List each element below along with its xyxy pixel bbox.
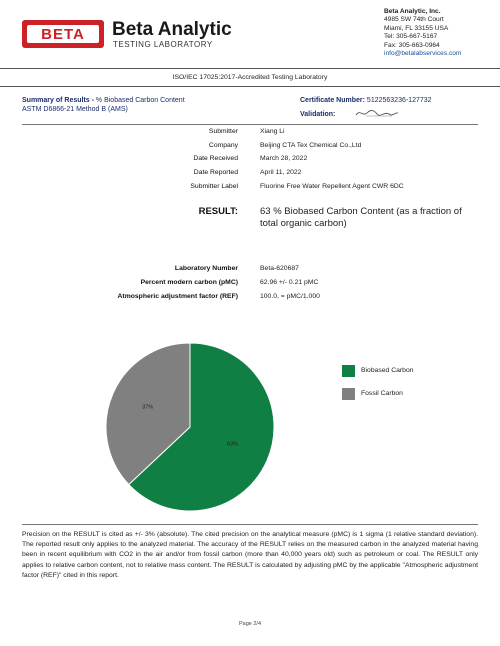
- contact-block: [384, 8, 461, 58]
- pmc-value: 62.96 +/- 0.21 pMC: [260, 279, 319, 286]
- summary-heading: [22, 97, 185, 114]
- contact-address-line2: Miami, FL 33155 USA: [384, 24, 449, 32]
- logo-text: BETA: [41, 25, 85, 43]
- pie-label-biobased: 63%: [226, 441, 238, 448]
- contact-email-link[interactable]: info@betalabservices.com: [384, 50, 462, 58]
- pmc-label: Percent modern carbon (pMC): [140, 279, 238, 286]
- validation-label: Validation:: [300, 111, 336, 118]
- validation-signature: [354, 108, 400, 118]
- legend-swatch-fossil: [342, 388, 355, 400]
- date-reported-value: April 11, 2022: [260, 169, 302, 176]
- page-number: Page 2/4: [238, 621, 262, 627]
- logo-inner: [27, 25, 99, 43]
- submitter-sample-value: Fluorine Free Water Repellent Agent CWR 6DC: [260, 183, 404, 190]
- result-value: 63 % Biobased Carbon Content (as a fraction of total organic carbon): [260, 206, 462, 229]
- contact-tel: Tel: 305-667-5167: [384, 33, 438, 41]
- legend-label-fossil: Fossil Carbon: [361, 390, 403, 397]
- ref-value: 100.0, = pMC/1.000: [260, 293, 320, 300]
- legend-label-biobased: Biobased Carbon: [361, 367, 414, 374]
- summary-title-bold: Summary of Results -: [22, 97, 94, 104]
- summary-title-rest: % Biobased Carbon Content: [93, 97, 185, 104]
- footer-divider: [22, 524, 478, 525]
- header-divider-top: [0, 68, 500, 69]
- result-label: RESULT:: [198, 206, 238, 217]
- certificate-line: [300, 97, 432, 104]
- summary-divider: [22, 124, 478, 125]
- brand-subtitle: TESTING LABORATORY: [113, 40, 213, 49]
- contact-fax: Fax: 305-663-0964: [384, 41, 440, 49]
- accreditation-line: ISO/IEC 17025:2017-Accredited Testing Laboratory: [172, 74, 328, 81]
- ref-label: Atmospheric adjustment factor (REF): [117, 293, 238, 300]
- submitter-value: Xiang Li: [260, 128, 285, 135]
- biobased-pie-chart: [100, 340, 280, 515]
- company-value: Beijing CTA Tex Chemical Co.,Ltd: [260, 142, 362, 149]
- certificate-label: Certificate Number:: [300, 97, 365, 104]
- submitter-sample-label: Submitter Label: [190, 183, 238, 190]
- pie-label-fossil: 37%: [142, 404, 154, 411]
- date-received-label: Date Received: [193, 155, 238, 162]
- lab-number-value: Beta-620687: [260, 265, 299, 272]
- legend-swatch-biobased: [342, 365, 355, 377]
- precision-note: Precision on the RESULT is cited as +/- 3% (absolute). The cited precision on the analytical measure (pMC) is 1 sigma (1 relative standard deviation). The reported result only applies to the analyzed material. The accuracy of the RESULT relies on the measured carbon in the analyzed material having been in recent equilibrium with CO2 in the air and/or from fossil carbon (more than 40,000 years old) such as petroleum or coal. The RESULT only applies to relative carbon content, not to relative mass content. The RESULT is calculated by adjusting pMC by the applicable "Atmospheric adjustment factor (REF)" cited in this report.: [22, 531, 478, 579]
- submitter-label: Submitter: [208, 128, 238, 135]
- date-reported-label: Date Reported: [193, 169, 238, 176]
- certificate-number: 5122563236-127732: [366, 97, 432, 104]
- date-received-value: March 28, 2022: [260, 155, 308, 162]
- company-label: Company: [208, 142, 238, 149]
- brand-name: Beta Analytic: [112, 19, 232, 40]
- beta-logo: [22, 20, 104, 48]
- lab-number-label: Laboratory Number: [174, 265, 238, 272]
- contact-address-line1: 4985 SW 74th Court: [384, 16, 444, 24]
- summary-method: ASTM D6866-21 Method B (AMS): [22, 105, 128, 113]
- header-divider-bottom: [0, 86, 500, 87]
- contact-company: Beta Analytic, Inc.: [384, 8, 441, 15]
